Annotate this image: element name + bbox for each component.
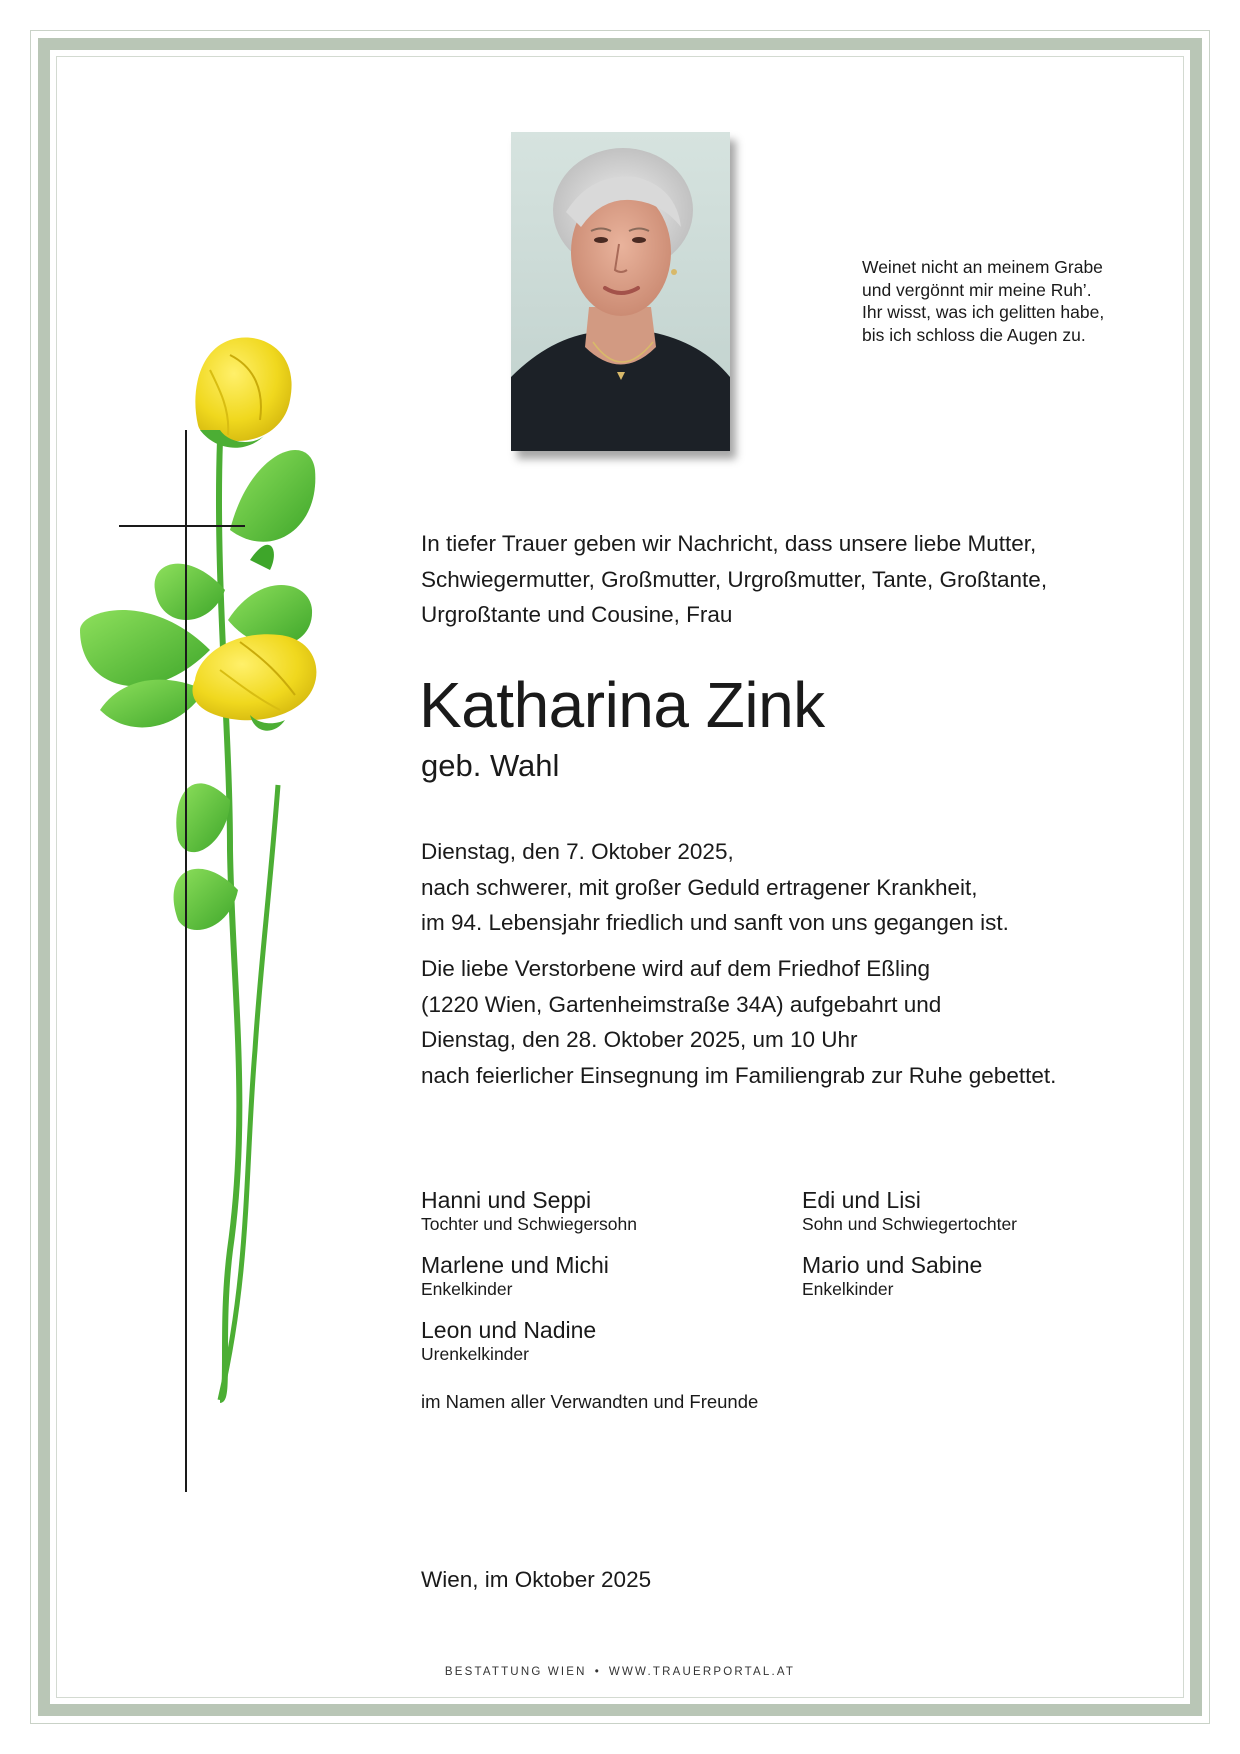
poem-line: und vergönnt mir meine Ruh’. bbox=[862, 279, 1092, 300]
funeral-text bbox=[421, 951, 1056, 1093]
death-line: Dienstag, den 7. Oktober 2025, bbox=[421, 839, 734, 864]
mourner-name: Edi und Lisi bbox=[802, 1187, 921, 1213]
death-line: im 94. Lebensjahr friedlich und sanft von uns gegangen ist. bbox=[421, 910, 1009, 935]
mourner-entry bbox=[802, 1251, 982, 1300]
mourner-entry bbox=[421, 1251, 609, 1300]
poem-line: Weinet nicht an meinem Grabe bbox=[862, 257, 1103, 277]
poem-line: Ihr wisst, was ich gelitten habe, bbox=[862, 302, 1105, 322]
poem-line: bis ich schloss die Augen zu. bbox=[862, 324, 1086, 345]
mourner-role: Sohn und Schwiegertochter bbox=[802, 1214, 1017, 1234]
footer bbox=[0, 1666, 1240, 1678]
death-text bbox=[421, 834, 1009, 941]
mourner-role: Urenkelkinder bbox=[421, 1344, 529, 1364]
cross-icon-bar bbox=[119, 525, 245, 527]
intro-text bbox=[421, 526, 1047, 633]
intro-line: Schwiegermutter, Großmutter, Urgroßmutter, Tante, Großtante, bbox=[421, 566, 1048, 592]
cross-icon bbox=[185, 430, 187, 1492]
intro-line: Urgroßtante und Cousine, Frau bbox=[421, 602, 733, 627]
yellow-rose-illustration bbox=[80, 330, 370, 1500]
funeral-line: (1220 Wien, Gartenheimstraße 34A) aufgebahrt und bbox=[421, 991, 942, 1017]
deceased-name: Katharina Zink bbox=[419, 669, 825, 741]
poem bbox=[862, 256, 1142, 346]
funeral-line: Die liebe Verstorbene wird auf dem Friedhof Eßling bbox=[421, 956, 931, 981]
mourner-entry bbox=[421, 1316, 596, 1365]
place-date: Wien, im Oktober 2025 bbox=[421, 1567, 652, 1592]
mourner-entry bbox=[421, 1186, 637, 1235]
intro-line: In tiefer Trauer geben wir Nachricht, dass unsere liebe Mutter, bbox=[421, 531, 1037, 556]
funeral-line: nach feierlicher Einsegnung im Familiengrab zur Ruhe gebettet. bbox=[421, 1062, 1057, 1088]
death-line: nach schwerer, mit großer Geduld ertragener Krankheit, bbox=[421, 874, 978, 900]
mourner-role: Tochter und Schwiegersohn bbox=[421, 1214, 637, 1234]
closing-line: im Namen aller Verwandten und Freunde bbox=[421, 1391, 759, 1412]
mourner-name: Marlene und Michi bbox=[421, 1252, 609, 1278]
funeral-line: Dienstag, den 28. Oktober 2025, um 10 Uhr bbox=[421, 1027, 858, 1052]
mourner-role: Enkelkinder bbox=[421, 1279, 513, 1299]
portrait-photo bbox=[511, 132, 730, 451]
mourner-name: Mario und Sabine bbox=[802, 1252, 983, 1278]
birth-name: geb. Wahl bbox=[421, 748, 560, 783]
footer-separator: • bbox=[594, 1666, 601, 1678]
footer-website-link[interactable]: WWW.TRAUERPORTAL.AT bbox=[608, 1666, 796, 1678]
mourner-role: Enkelkinder bbox=[802, 1279, 894, 1299]
mourner-entry bbox=[802, 1186, 1017, 1235]
mourner-name: Leon und Nadine bbox=[421, 1317, 597, 1343]
mourner-name: Hanni und Seppi bbox=[421, 1187, 592, 1213]
footer-company: BESTATTUNG WIEN bbox=[444, 1666, 587, 1678]
